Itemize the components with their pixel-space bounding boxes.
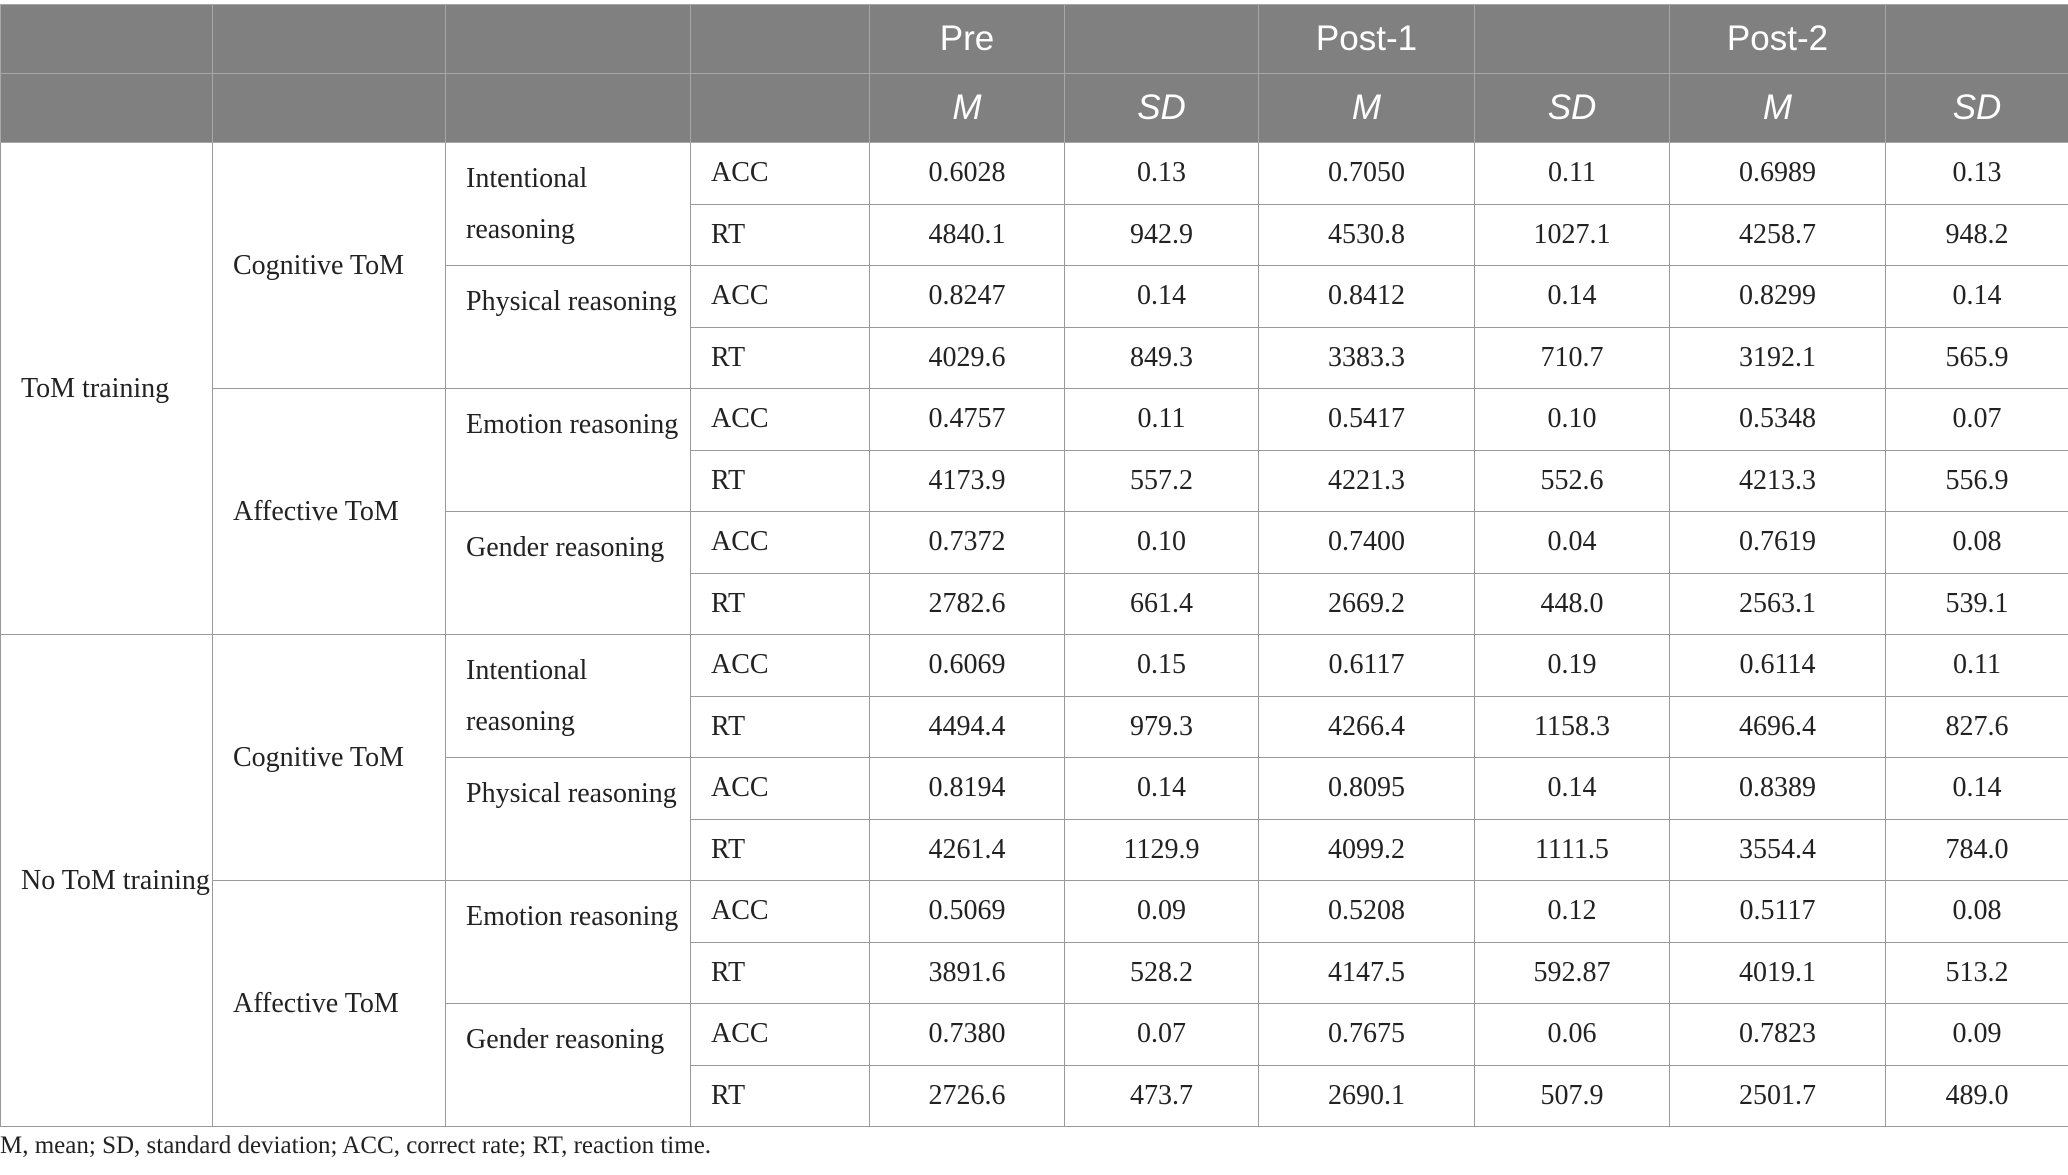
header-blank-cell (1, 5, 213, 74)
category-label: Cognitive ToM (213, 143, 446, 389)
table-header (1, 5, 2068, 143)
value-cell: 0.7372 (870, 512, 1065, 574)
value-cell: 827.6 (1886, 696, 2068, 758)
value-cell: 0.6114 (1670, 635, 1886, 697)
header-blank-cell (213, 74, 446, 143)
value-cell: 0.8247 (870, 266, 1065, 328)
value-cell: 557.2 (1065, 450, 1259, 512)
value-cell: 4019.1 (1670, 942, 1886, 1004)
header-blank-cell (446, 74, 691, 143)
header-blank-cell (213, 5, 446, 74)
value-cell: 0.09 (1065, 881, 1259, 943)
value-cell: 0.5417 (1259, 389, 1475, 451)
value-cell: 0.11 (1475, 143, 1670, 205)
metric-label: ACC (691, 266, 870, 328)
value-cell: 0.11 (1065, 389, 1259, 451)
value-cell: 0.7619 (1670, 512, 1886, 574)
value-cell: 2563.1 (1670, 573, 1886, 635)
value-cell: 0.10 (1475, 389, 1670, 451)
value-cell: 4266.4 (1259, 696, 1475, 758)
header-stat-post1-m: M (1259, 74, 1475, 143)
value-cell: 4221.3 (1259, 450, 1475, 512)
value-cell: 4530.8 (1259, 204, 1475, 266)
value-cell: 3554.4 (1670, 819, 1886, 881)
value-cell: 556.9 (1886, 450, 2068, 512)
value-cell: 473.7 (1065, 1065, 1259, 1127)
value-cell: 0.7823 (1670, 1004, 1886, 1066)
value-cell: 0.8389 (1670, 758, 1886, 820)
value-cell: 0.14 (1065, 758, 1259, 820)
value-cell: 4696.4 (1670, 696, 1886, 758)
value-cell: 565.9 (1886, 327, 2068, 389)
group-label: No ToM training (1, 635, 213, 1127)
header-blank-cell (446, 5, 691, 74)
header-row-stats (1, 74, 2068, 143)
value-cell: 592.87 (1475, 942, 1670, 1004)
table-row (1, 389, 2068, 451)
value-cell: 0.5208 (1259, 881, 1475, 943)
value-cell: 979.3 (1065, 696, 1259, 758)
group-label: ToM training (1, 143, 213, 635)
table-row (1, 881, 2068, 943)
value-cell: 3891.6 (870, 942, 1065, 1004)
value-cell: 0.5348 (1670, 389, 1886, 451)
task-label: Emotion reasoning (446, 389, 691, 512)
value-cell: 0.14 (1886, 266, 2068, 328)
metric-label: RT (691, 573, 870, 635)
value-cell: 0.7380 (870, 1004, 1065, 1066)
value-cell: 0.14 (1886, 758, 2068, 820)
header-stat-post2-sd: SD (1886, 74, 2068, 143)
value-cell: 4258.7 (1670, 204, 1886, 266)
value-cell: 0.6989 (1670, 143, 1886, 205)
value-cell: 489.0 (1886, 1065, 2068, 1127)
value-cell: 4213.3 (1670, 450, 1886, 512)
value-cell: 4029.6 (870, 327, 1065, 389)
value-cell: 2501.7 (1670, 1065, 1886, 1127)
value-cell: 1111.5 (1475, 819, 1670, 881)
category-label: Affective ToM (213, 881, 446, 1127)
category-label: Cognitive ToM (213, 635, 446, 881)
value-cell: 4840.1 (870, 204, 1065, 266)
metric-label: RT (691, 450, 870, 512)
task-label: Physical reasoning (446, 266, 691, 389)
header-blank-cell (1886, 5, 2068, 74)
value-cell: 513.2 (1886, 942, 2068, 1004)
header-group-post2: Post-2 (1670, 5, 1886, 74)
header-blank-cell (691, 74, 870, 143)
header-row-groups (1, 5, 2068, 74)
value-cell: 0.7675 (1259, 1004, 1475, 1066)
value-cell: 942.9 (1065, 204, 1259, 266)
metric-label: ACC (691, 881, 870, 943)
category-label: Affective ToM (213, 389, 446, 635)
value-cell: 0.7400 (1259, 512, 1475, 574)
metric-label: RT (691, 204, 870, 266)
value-cell: 528.2 (1065, 942, 1259, 1004)
header-stat-post1-sd: SD (1475, 74, 1670, 143)
value-cell: 0.14 (1065, 266, 1259, 328)
value-cell: 539.1 (1886, 573, 2068, 635)
metric-label: RT (691, 942, 870, 1004)
task-label: Emotion reasoning (446, 881, 691, 1004)
value-cell: 2782.6 (870, 573, 1065, 635)
header-blank-cell (1475, 5, 1670, 74)
value-cell: 0.08 (1886, 881, 2068, 943)
task-label: Gender reasoning (446, 1004, 691, 1127)
value-cell: 0.5117 (1670, 881, 1886, 943)
value-cell: 0.14 (1475, 758, 1670, 820)
value-cell: 0.13 (1886, 143, 2068, 205)
value-cell: 0.5069 (870, 881, 1065, 943)
metric-label: RT (691, 327, 870, 389)
value-cell: 849.3 (1065, 327, 1259, 389)
metric-label: RT (691, 1065, 870, 1127)
value-cell: 3192.1 (1670, 327, 1886, 389)
value-cell: 448.0 (1475, 573, 1670, 635)
value-cell: 0.6069 (870, 635, 1065, 697)
header-group-post1: Post-1 (1259, 5, 1475, 74)
value-cell: 552.6 (1475, 450, 1670, 512)
value-cell: 0.19 (1475, 635, 1670, 697)
table-body (1, 143, 2068, 1127)
value-cell: 0.07 (1065, 1004, 1259, 1066)
value-cell: 0.8299 (1670, 266, 1886, 328)
value-cell: 0.10 (1065, 512, 1259, 574)
value-cell: 784.0 (1886, 819, 2068, 881)
metric-label: RT (691, 819, 870, 881)
value-cell: 0.4757 (870, 389, 1065, 451)
value-cell: 661.4 (1065, 573, 1259, 635)
value-cell: 0.8194 (870, 758, 1065, 820)
value-cell: 0.12 (1475, 881, 1670, 943)
value-cell: 4147.5 (1259, 942, 1475, 1004)
value-cell: 1129.9 (1065, 819, 1259, 881)
value-cell: 0.07 (1886, 389, 2068, 451)
metric-label: ACC (691, 635, 870, 697)
value-cell: 0.7050 (1259, 143, 1475, 205)
value-cell: 0.13 (1065, 143, 1259, 205)
header-group-pre: Pre (870, 5, 1065, 74)
value-cell: 2690.1 (1259, 1065, 1475, 1127)
value-cell: 0.15 (1065, 635, 1259, 697)
table-row (1, 143, 2068, 205)
task-label: Intentional reasoning (446, 143, 691, 266)
metric-label: ACC (691, 1004, 870, 1066)
value-cell: 0.8412 (1259, 266, 1475, 328)
metric-label: ACC (691, 389, 870, 451)
task-label: Physical reasoning (446, 758, 691, 881)
table-row (1, 635, 2068, 697)
value-cell: 4099.2 (1259, 819, 1475, 881)
metric-label: ACC (691, 758, 870, 820)
metric-label: RT (691, 696, 870, 758)
header-blank-cell (691, 5, 870, 74)
task-label: Intentional reasoning (446, 635, 691, 758)
value-cell: 710.7 (1475, 327, 1670, 389)
header-blank-cell (1, 74, 213, 143)
metric-label: ACC (691, 512, 870, 574)
value-cell: 1027.1 (1475, 204, 1670, 266)
value-cell: 948.2 (1886, 204, 2068, 266)
value-cell: 507.9 (1475, 1065, 1670, 1127)
task-label: Gender reasoning (446, 512, 691, 635)
value-cell: 1158.3 (1475, 696, 1670, 758)
results-table (0, 4, 2068, 1127)
header-stat-pre-sd: SD (1065, 74, 1259, 143)
value-cell: 0.6117 (1259, 635, 1475, 697)
value-cell: 0.04 (1475, 512, 1670, 574)
value-cell: 0.08 (1886, 512, 2068, 574)
value-cell: 0.06 (1475, 1004, 1670, 1066)
table-footnote: M, mean; SD, standard deviation; ACC, correct rate; RT, reaction time. (0, 1132, 712, 1159)
value-cell: 2669.2 (1259, 573, 1475, 635)
metric-label: ACC (691, 143, 870, 205)
value-cell: 0.8095 (1259, 758, 1475, 820)
value-cell: 4494.4 (870, 696, 1065, 758)
value-cell: 4261.4 (870, 819, 1065, 881)
value-cell: 3383.3 (1259, 327, 1475, 389)
header-stat-pre-m: M (870, 74, 1065, 143)
value-cell: 0.09 (1886, 1004, 2068, 1066)
header-blank-cell (1065, 5, 1259, 74)
value-cell: 0.6028 (870, 143, 1065, 205)
value-cell: 4173.9 (870, 450, 1065, 512)
value-cell: 2726.6 (870, 1065, 1065, 1127)
header-stat-post2-m: M (1670, 74, 1886, 143)
value-cell: 0.14 (1475, 266, 1670, 328)
value-cell: 0.11 (1886, 635, 2068, 697)
